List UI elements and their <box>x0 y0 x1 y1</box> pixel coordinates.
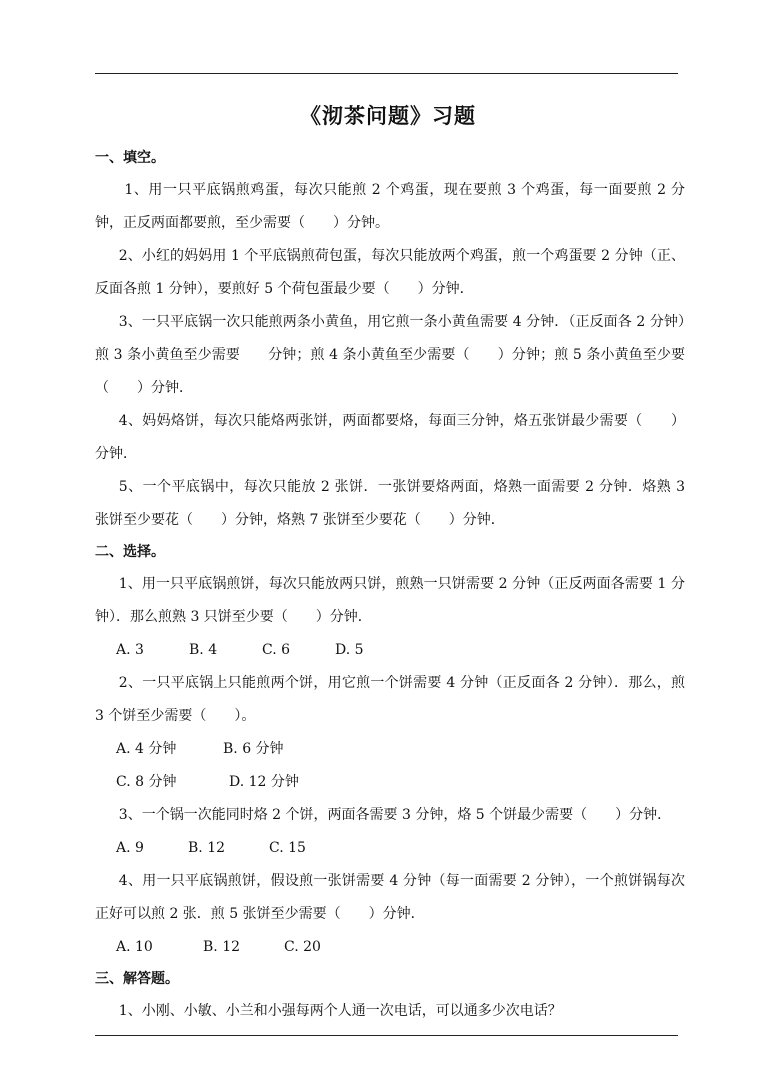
fill-blank-question-2: 2、小红的妈妈用 1 个平底锅煎荷包蛋，每次只能放两个鸡蛋，煎一个鸡蛋要 2 分钟（正、反面各煎 1 分钟），要煎好 5 个荷包蛋最少要（ ）分钟． <box>95 248 685 297</box>
option: D. 5 <box>335 642 364 658</box>
fill-blank-question-4: 4、妈妈烙饼，每次只能烙两张饼，两面都要烙，每面三分钟，烙五张饼最少需要（ ）分钟． <box>95 413 685 462</box>
header-rule <box>95 73 678 74</box>
solve-question-1: 1、小刚、小敏、小兰和小强每两个人通一次电话，可以通多少次电话？ <box>118 1003 562 1019</box>
fill-blank-question-5: 5、一个平底锅中，每次只能放 2 张饼．一张饼要烙两面，烙熟一面需要 2 分钟．烙熟 3 张饼至少要花（ ）分钟，烙熟 7 张饼至少要花（ ）分钟． <box>95 479 685 528</box>
option: C. 8 分钟 <box>116 774 177 790</box>
option: B. 12 <box>203 939 241 955</box>
fill-blank-question-3: 3、一只平底锅一次只能煎两条小黄鱼，用它煎一条小黄鱼需要 4 分钟．（正反面各 2 分钟）煎 3 条小黄鱼至少需要 分钟；煎 4 条小黄鱼至少需要（ ）分钟；煎 5 条小黄鱼至少要（ ）分钟． <box>95 314 685 396</box>
choice-question-3-options <box>95 832 685 865</box>
choice-question-2: 2、一只平底锅上只能煎两个饼，用它煎一个饼需要 4 分钟（正反面各 2 分钟）．那么，煎 3 个饼至少需要（ ）。 <box>95 675 685 724</box>
choice-question-2-options-row2 <box>95 766 685 799</box>
option: B. 4 <box>189 642 218 658</box>
option: A. 9 <box>116 840 144 856</box>
section-heading-fill-blank: 一、填空。 <box>95 150 165 166</box>
section-heading-solve: 三、解答题。 <box>95 971 179 987</box>
choice-question-2-options-row1 <box>95 733 685 766</box>
footer-rule <box>95 1035 678 1036</box>
option: C. 20 <box>284 939 321 955</box>
section-heading-choice: 二、选择。 <box>95 544 165 560</box>
worksheet-body <box>95 143 685 1028</box>
option: B. 12 <box>188 840 226 856</box>
page-title: 《沏茶问题》习题 <box>300 103 476 128</box>
option: A. 10 <box>116 939 153 955</box>
choice-question-1-options <box>95 634 685 667</box>
option: A. 4 分钟 <box>116 741 177 757</box>
option: A. 3 <box>116 642 144 658</box>
option: B. 6 分钟 <box>223 741 284 757</box>
option: D. 12 分钟 <box>229 774 299 790</box>
choice-question-1: 1、用一只平底锅煎饼，每次只能放两只饼，煎熟一只饼需要 2 分钟（正反两面各需要 1 分钟）．那么煎熟 3 只饼至少要（ ）分钟． <box>95 576 685 625</box>
choice-question-4: 4、用一只平底锅煎饼，假设煎一张饼需要 4 分钟（每一面需要 2 分钟），一个煎饼锅每次正好可以煎 2 张．煎 5 张饼至少需要（ ）分钟． <box>95 873 685 922</box>
option: C. 6 <box>262 642 291 658</box>
fill-blank-question-1: 1、用一只平底锅煎鸡蛋，每次只能煎 2 个鸡蛋，现在要煎 3 个鸡蛋，每一面要煎 2 分钟，正反两面都要煎，至少需要（ ）分钟。 <box>95 182 685 231</box>
choice-question-4-options <box>95 931 685 964</box>
option: C. 15 <box>269 840 306 856</box>
choice-question-3: 3、一个锅一次能同时烙 2 个饼，两面各需要 3 分钟，烙 5 个饼最少需要（ ）分钟． <box>118 807 672 823</box>
